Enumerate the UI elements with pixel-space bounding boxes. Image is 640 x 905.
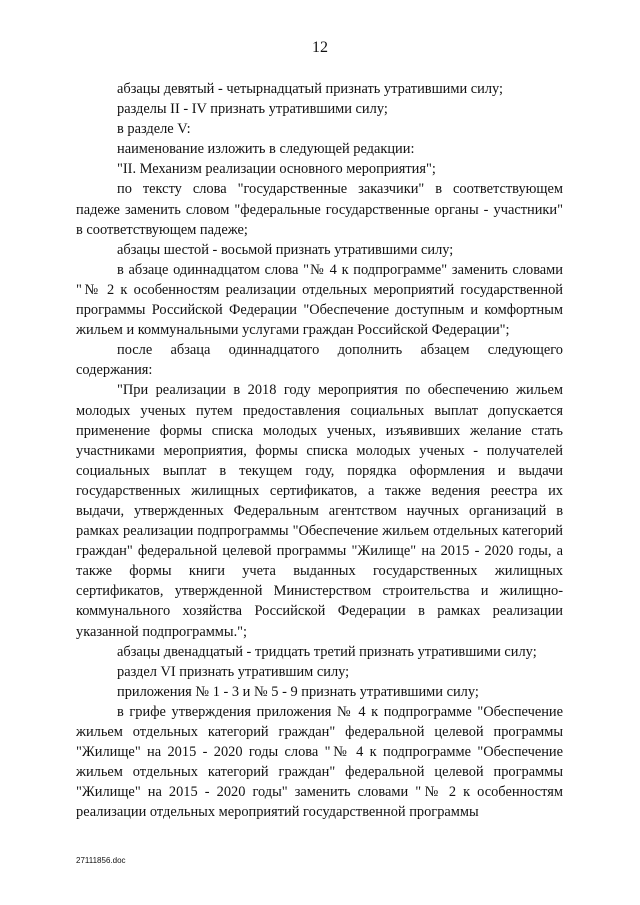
paragraph: раздел VI признать утратившим силу; [117, 663, 350, 680]
paragraph: "II. Механизм реализации основного мероприятия"; [117, 161, 436, 178]
footer-filename: 27111856.doc [76, 856, 126, 865]
paragraph: в абзаце одиннадцатом слова "№ 4 к подпрограмме" заменить словами "№ 2 к особенностям реализации отдельных мероприятий государственной программы Российской Федерации "Обеспечение доступным и комфортным жильем и коммунальными услугами граждан Российской Федерации"; [76, 261, 563, 339]
paragraph: абзацы девятый - четырнадцатый признать утратившими силу; [117, 81, 504, 97]
paragraph: наименование изложить в следующей редакции: [117, 141, 415, 158]
paragraph: в разделе V: [117, 121, 191, 138]
paragraph: абзацы шестой - восьмой признать утратившими силу; [117, 241, 454, 258]
paragraph: разделы II - IV признать утратившими силу; [117, 101, 388, 118]
paragraph: в грифе утверждения приложения № 4 к подпрограмме "Обеспечение жильем отдельных категорий граждан" федеральной целевой программы "Жилище" на 2015 - 2020 годы слова "№ 4 к подпрограмме "Обеспечение жильем отдельных категорий граждан" федеральной целевой программы "Жилище" на 2015 - 2020 годы" заменить словами "№ 2 к особенностям реализации отдельных мероприятий государственной программы [76, 703, 563, 821]
paragraph: "При реализации в 2018 году мероприятия по обеспечению жильем молодых ученых путем предоставления социальных выплат допускается применение формы списка молодых ученых, изъявивших желание стать участниками мероприятия, формы списка молодых ученых - получателей социальных выплат в текущем году, порядка оформления и выдачи государственных жилищных сертификатов, а также ведения реестра их выдачи, утвержденных Федеральным агентством научных организаций в рамках реализации подпрограммы "Обеспечение жильем отдельных категорий граждан" федеральной целевой программы "Жилище" на 2015 - 2020 годы, а также формы книги учета выданных государственных жилищных сертификатов, утвержденной Министерством строительства и жилищно-коммунального хозяйства Российской Федерации в рамках реализации указанной подпрограммы."; [76, 382, 563, 640]
paragraph: после абзаца одиннадцатого дополнить абзацем следующего содержания: [76, 342, 563, 379]
page-number: 12 [312, 39, 328, 56]
paragraph: приложения № 1 - 3 и № 5 - 9 признать утратившими силу; [117, 683, 479, 700]
document-body [76, 79, 563, 822]
paragraph: абзацы двенадцатый - тридцать третий признать утратившими силу; [117, 643, 537, 660]
paragraph: по тексту слова "государственные заказчики" в соответствующем падеже заменить словом "федеральные государственные органы - участники" в соответствующем падеже; [76, 181, 563, 238]
